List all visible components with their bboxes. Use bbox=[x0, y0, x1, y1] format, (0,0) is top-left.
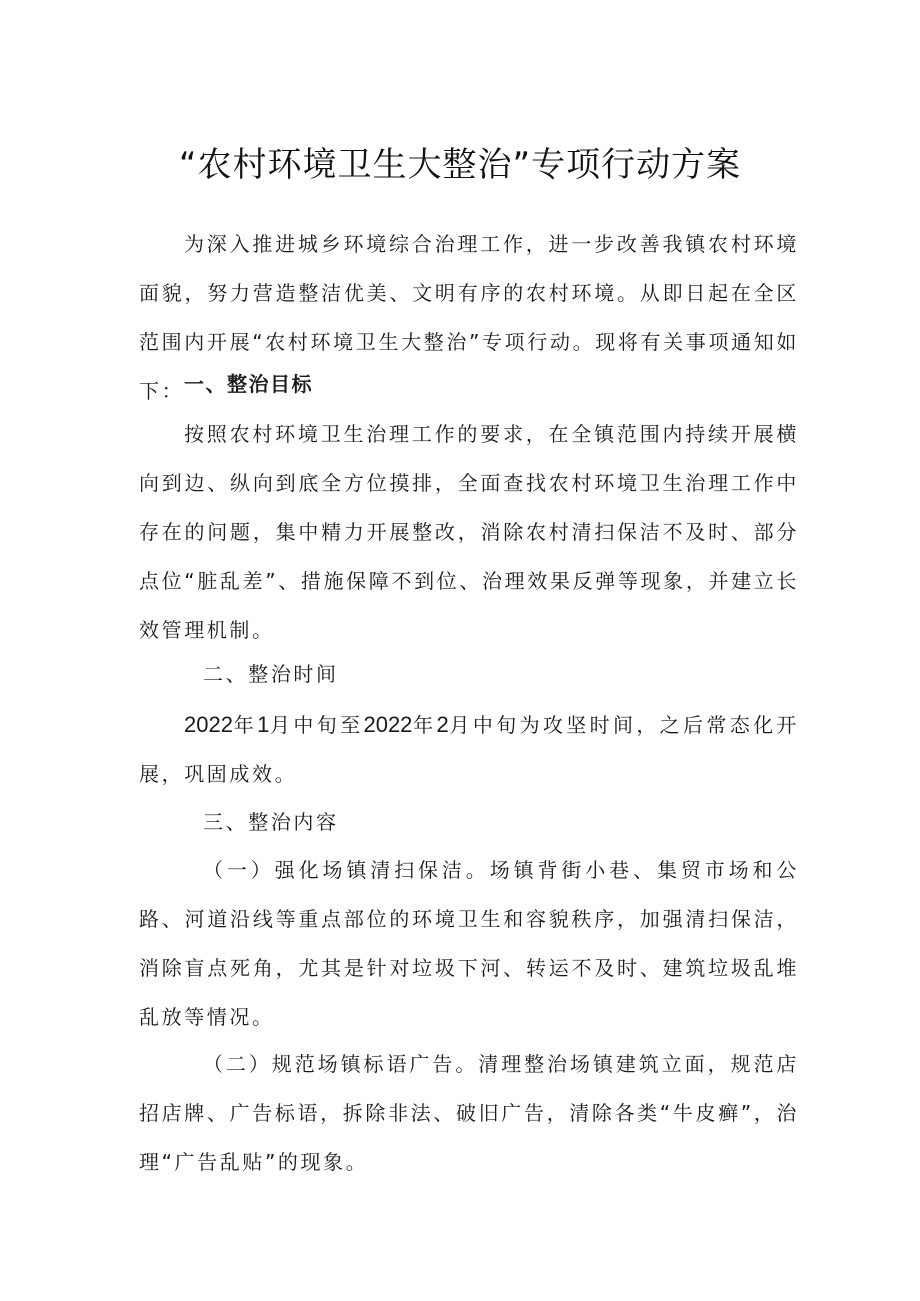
content-item-1: （一）强化场镇清扫保洁。场镇背街小巷、集贸市场和公路、河道沿线等重点部位的环境卫生和容貌秩序，加强清扫保洁，消除盲点死角，尤其是针对垃圾下河、转运不及时、建筑垃圾乱堆乱放等情况。 bbox=[139, 858, 799, 1029]
start-year: 2022 bbox=[184, 712, 233, 737]
goals-paragraph: 按照农村环境卫生治理工作的要求，在全镇范围内持续开展横向到边、纵向到底全方位摸排，全面查找农村环境卫生治理工作中存在的问题，集中精力开展整改，消除农村清扫保洁不及时、部分点位“脏乱差”、措施保障不到位、治理效果反弹等现象，并建立长效管理机制。 bbox=[139, 422, 799, 642]
time-paragraph: 2022年1月中旬至2022年2月中旬为攻坚时间，之后常态化开展，巩固成效。 bbox=[139, 712, 800, 786]
section-heading-time: 二、整治时间 bbox=[203, 662, 339, 686]
document-title: “农村环境卫生大整治”专项行动方案 bbox=[178, 145, 742, 185]
start-month: 1 bbox=[257, 712, 270, 737]
end-year: 2022 bbox=[363, 712, 413, 737]
content-item-2: （二）规范场镇标语广告。清理整治场镇建筑立面，规范店招店牌、广告标语，拆除非法、破旧广告，清除各类“牛皮癣”，治理“广告乱贴”的现象。 bbox=[139, 1052, 799, 1174]
end-month: 2 bbox=[436, 712, 449, 737]
intro-paragraph: 为深入推进城乡环境综合治理工作，进一步改善我镇农村环境面貌，努力营造整洁优美、文明有序的农村环境。从即日起在全区范围内开展“农村环境卫生大整治”专项行动。现将有关事项通知如下： bbox=[139, 232, 799, 403]
section-heading-goals: 一、整治目标 bbox=[184, 372, 313, 396]
section-heading-content: 三、整治内容 bbox=[203, 810, 339, 834]
